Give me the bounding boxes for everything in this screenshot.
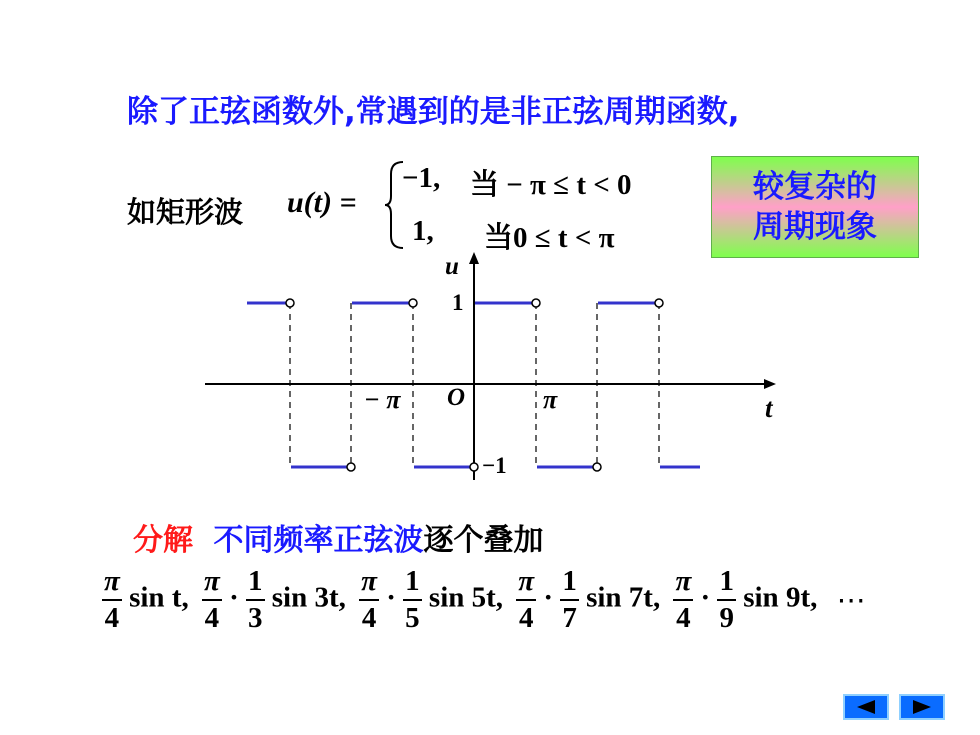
series-term-7-expr: sin 7t, [586,581,661,614]
prev-slide-button[interactable] [843,694,889,720]
callout-line-2: 周期现象 [753,209,877,245]
t-axis-label: t [765,393,773,423]
tick-label-pi: π [543,385,558,414]
case1-value: −1, [402,162,441,194]
frac-den-5: 5 [403,599,422,633]
tick-label-neg-1: −1 [482,453,507,478]
u-axis-arrow [469,252,479,264]
series-term-1-expr: sin t, [129,581,189,614]
frac-den-9: 9 [717,599,736,633]
slide-title: 除了正弦函数外,常遇到的是非正弦周期函数, [127,94,740,130]
definition-prefix: 如矩形波 [127,195,244,229]
series-term-5-expr: sin 5t, [428,581,504,614]
right-triangle-icon [911,699,933,715]
decomposition-label-black: 逐个叠加 [423,523,544,558]
frac-den-3: 3 [246,599,265,633]
frac-num-1: 1 [562,565,577,597]
tick-label-neg-pi: − π [364,385,401,414]
dot-operator: · [229,581,239,614]
series-term-3-expr: sin 3t, [271,581,346,614]
case1-condition: 当 − π ≤ t < 0 [470,169,632,201]
frac-den-7: 7 [560,599,579,633]
decomposition-label-red: 分解 [133,523,193,558]
definition-lhs-expr: u(t) = [287,186,357,219]
t-axis-arrow [764,379,776,389]
frac-den-4: 4 [102,599,122,633]
tick-label-1: 1 [452,290,464,315]
series-term-9-expr: sin 9t, [743,581,818,614]
dot-operator: · [386,581,396,614]
frac-num-1: 1 [405,565,420,597]
next-slide-button[interactable] [899,694,945,720]
u-axis-label: u [445,253,459,280]
fourier-series [102,567,866,633]
series-term-7 [516,567,660,633]
frac-num-pi: π [361,565,377,597]
frac-num-1: 1 [248,565,263,597]
decomposition-label-blue: 不同频率正弦波 [213,523,424,558]
frac-den-4: 4 [359,599,379,633]
series-term-1 [102,567,189,633]
case2-value: 1, [412,215,434,247]
series-term-5 [359,567,503,633]
series-term-3 [202,567,346,633]
dot-operator: · [543,581,554,614]
frac-den-4: 4 [202,599,222,633]
case2-condition: 当0 ≤ t < π [484,222,615,254]
frac-num-pi: π [675,565,692,597]
origin-label: O [447,384,466,411]
frac-num-pi: π [518,565,535,597]
series-term-9 [673,567,817,633]
frac-num-1: 1 [719,565,734,597]
series-ellipsis: ⋯ [836,584,866,617]
frac-den-4: 4 [673,599,693,633]
decomposition-line [133,515,543,559]
frac-den-4: 4 [516,599,536,633]
frac-num-pi: π [104,565,120,597]
frac-num-pi: π [203,565,220,597]
dot-operator: · [700,581,711,614]
left-triangle-icon [855,699,877,715]
callout-line-1: 较复杂的 [753,169,877,205]
